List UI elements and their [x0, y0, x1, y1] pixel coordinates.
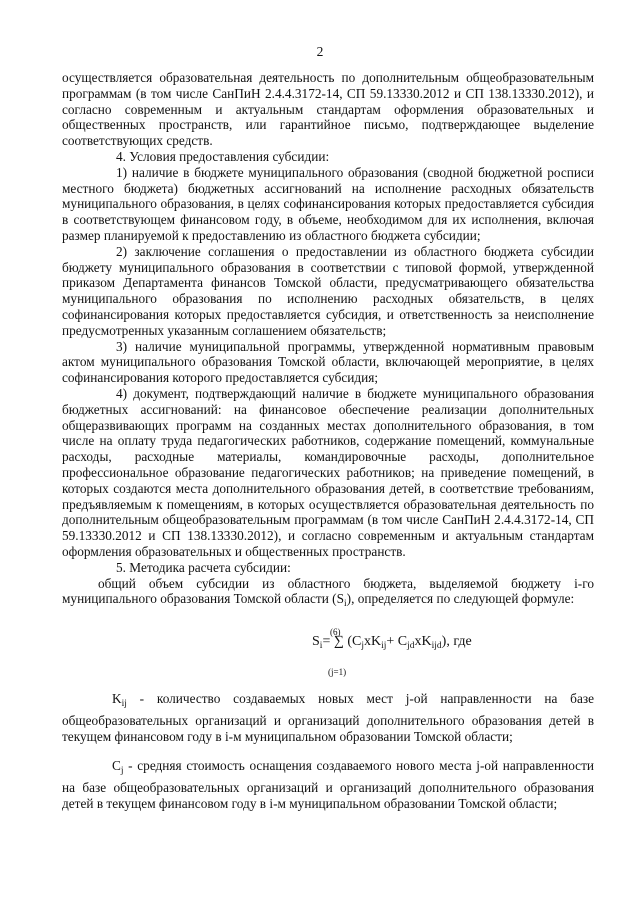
page-number: 2	[316, 44, 324, 59]
formula-t4: xK	[414, 634, 432, 650]
formula	[62, 625, 594, 681]
formula-t1: (C	[343, 634, 362, 650]
definition-c	[62, 758, 594, 811]
def-c-text: - средняя стоимость оснащения создаваемого нового места j-ой направленности на базе общеобразовательных организаций и организаций дополнительного образования детей в текущем финансовом году в i-м муниципальном образовании Томской области;	[62, 758, 594, 812]
definition-k	[62, 691, 594, 744]
formula-expression	[312, 634, 472, 655]
section5-title: 5. Методика расчета субсидии:	[116, 559, 291, 575]
formula-t5: ), где	[441, 634, 472, 650]
formula-t4-sub: ijd	[431, 641, 442, 652]
body-text	[62, 70, 594, 812]
sigma-symbol: ∑	[333, 634, 344, 650]
def-k-text: - количество создаваемых новых мест j-ой направленности на базе общеобразовательных организаций и организаций дополнительного образования детей в текущем финансовом году в i-м муниципальном образовании Томской области;	[62, 691, 594, 744]
formula-eq: =	[322, 634, 334, 650]
condition-1: 1) наличие в бюджете муниципального образования (сводной бюджетной росписи местного бюджета) бюджетных ассигнований на исполнение расходных обязательств муниципального образования, в целях софинансирования которых предоставляется субсидия в соответствующем финансовом году, в объеме, необходимом для их исполнения, включая размер планируемой к предоставлению из областного бюджета субсидии;	[62, 164, 594, 243]
formula-t1-sub: j	[361, 641, 364, 652]
formula-t2: xK	[363, 634, 382, 650]
def-c-symbol: C	[112, 758, 121, 774]
condition-2: 2) заключение соглашения о предоставлении из областного бюджета субсидии бюджету муниципального образования в соответствии с типовой формой, утвержденной приказом Департамента финансов Томской области, предусматривающего обязательства муниципального образования по исполнению расходных обязательств, в целях софинансирования которых предоставляется субсидия, и ответственность за неисполнение предусмотренных указанным соглашением обязательств;	[62, 243, 594, 338]
intro-paragraph: осуществляется образовательная деятельность по дополнительным общеобразовательным программам (в том числе СанПиН 2.4.4.3172-14, СП 59.13330.2012 и СП 138.13330.2012), и согласно современным и актуальным стандартам оформления образовательных и общественных пространств, или гарантийное письмо, подтверждающее выделение соответствующих средств.	[62, 70, 594, 149]
formula-t3-sub: jd	[407, 641, 415, 652]
def-c-sub: j	[120, 766, 124, 777]
method-paragraph	[62, 576, 594, 614]
section4-title: 4. Условия предоставления субсидии:	[116, 148, 330, 164]
formula-t3: + C	[386, 634, 408, 650]
condition-3: 3) наличие муниципальной программы, утвержденной нормативным правовым актом муниципального образования Томской области, включающей мероприятие, в целях софинансирования которого предоставляется субсидия;	[62, 338, 594, 386]
condition-4: 4) документ, подтверждающий наличие в бюджете муниципального образования бюджетных ассигнований: на финансовое обеспечение реализации дополнительных общеразвивающих программ на созданных местах дополнительного образования, в том числе на оплату труда педагогических работников, содержание помещений, коммунальные расходы, расходные материалы, командировочные расходы, дополнительное профессиональное образование педагогических работников; на приведение помещений, в которых создаются места дополнительного образования детей, в соответствие требованиям, предъявляемым к помещениям, в которых осуществляется образовательная деятельность по дополнительным общеобразовательным программам (в том числе СанПиН 2.4.4.3172-14, СП 59.13330.2012 и СП 138.13330.2012), и согласно современным и актуальным стандартам оформления образовательных и общественных пространств.	[62, 385, 594, 559]
sum-upper-limit: (6)	[330, 627, 341, 638]
method-sub: i	[344, 599, 347, 610]
def-k-symbol: K	[112, 691, 122, 707]
method-text-a: общий объем субсидии из областного бюджета, выделяемой бюджету i-го муниципального образования Томской области (S	[62, 575, 594, 607]
def-k-sub: ij	[121, 699, 127, 710]
formula-t2-sub: ij	[381, 641, 387, 652]
formula-lhs: S	[312, 634, 320, 650]
sum-lower-limit: (j=1)	[328, 667, 347, 678]
formula-lhs-sub: i	[319, 641, 323, 652]
method-text-b: ), определяется по следующей формуле:	[346, 591, 575, 607]
